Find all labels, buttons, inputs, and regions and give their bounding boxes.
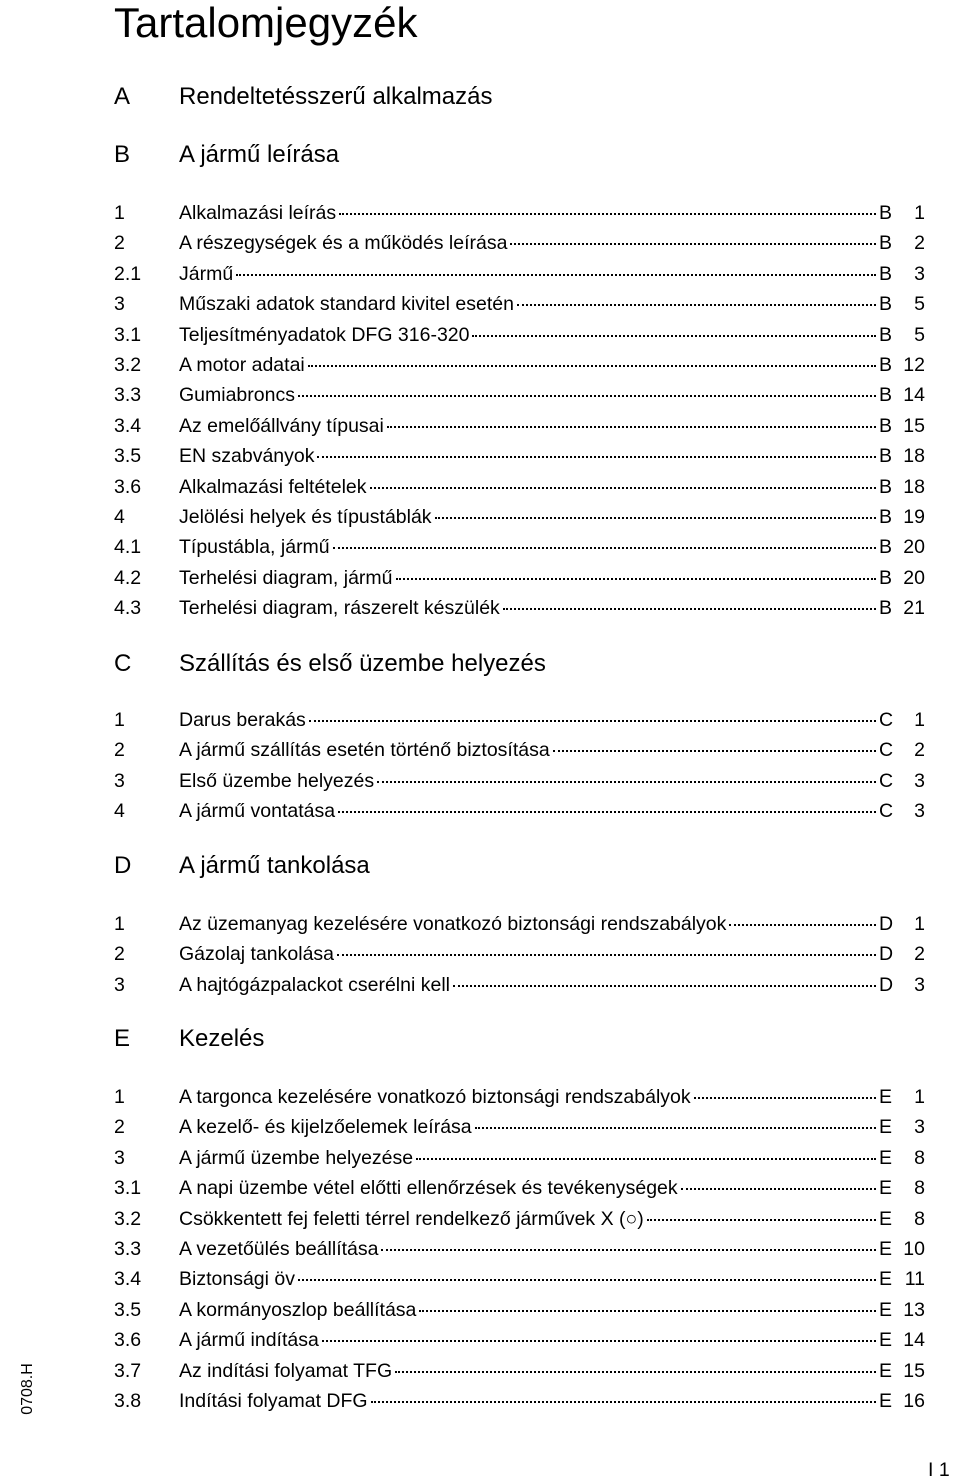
- page-title: Tartalomjegyzék: [114, 0, 418, 46]
- page-section-letter: C: [879, 739, 894, 762]
- toc-entry-page: [879, 1296, 925, 1324]
- section-heading: [0, 849, 960, 883]
- toc-entry-label: Jármű: [179, 262, 234, 285]
- dot-leader: [381, 1249, 876, 1251]
- toc-entry-label: A jármű indítása: [179, 1329, 319, 1352]
- dot-leader: [370, 487, 877, 489]
- dot-leader: [453, 985, 876, 987]
- toc-entry-number: 3.7: [114, 1359, 142, 1382]
- toc-entry-page: [879, 321, 925, 349]
- page-number-value: 20: [903, 566, 925, 589]
- toc-entry-label: Csökkentett fej feletti térrel rendelkező járművek X (○): [179, 1207, 644, 1230]
- toc-entry[interactable]: [0, 1205, 960, 1233]
- page-number-value: 1: [914, 913, 925, 935]
- page-section-letter: E: [879, 1298, 893, 1321]
- toc-entry-label: A kezelő- és kijelzőelemek leírása: [179, 1116, 472, 1139]
- section-title: Szállítás és első üzembe helyezés: [179, 650, 546, 677]
- toc-entry-label: Indítási folyamat DFG: [179, 1390, 368, 1412]
- page-number-value: 12: [903, 354, 925, 376]
- toc-entry-number: 3.2: [114, 354, 142, 376]
- dot-leader: [503, 608, 876, 610]
- dot-leader: [416, 1158, 876, 1160]
- dot-leader: [395, 1371, 876, 1373]
- toc-entry-number: 3.2: [114, 1207, 142, 1230]
- page-number-value: 3: [914, 769, 925, 792]
- toc-entry[interactable]: [0, 736, 960, 764]
- toc-entry-number: 2: [114, 943, 125, 966]
- page-number-value: 3: [914, 262, 925, 285]
- page-section-letter: B: [879, 262, 893, 285]
- page-number-value: 10: [903, 1238, 925, 1260]
- toc-entry-page: [879, 706, 925, 734]
- toc-entry[interactable]: [0, 1113, 960, 1141]
- dot-leader: [729, 924, 876, 926]
- section-letter: E: [114, 1025, 131, 1052]
- toc-entry[interactable]: [0, 533, 960, 561]
- toc-entry-label: A részegységek és a működés leírása: [179, 232, 508, 255]
- dot-leader: [472, 335, 876, 337]
- page-number-value: 5: [914, 323, 925, 346]
- dot-leader: [475, 1127, 876, 1129]
- toc-entry-number: 2: [114, 1116, 125, 1139]
- dot-leader: [298, 1279, 876, 1281]
- toc-entry[interactable]: [0, 412, 960, 440]
- dot-leader: [396, 578, 876, 580]
- toc-entry-page: [879, 797, 925, 825]
- page-number-value: 13: [903, 1298, 925, 1321]
- page-section-letter: B: [879, 202, 893, 224]
- toc-entry-number: 4.2: [114, 566, 142, 589]
- toc-entry[interactable]: [0, 1083, 960, 1111]
- toc-entry-page: [879, 442, 925, 470]
- toc-entry-label: Terhelési diagram, rászerelt készülék: [179, 597, 500, 620]
- toc-entry-label: Az indítási folyamat TFG: [179, 1359, 393, 1382]
- toc-entry-page: [879, 564, 925, 592]
- toc-entry-number: 3.3: [114, 384, 142, 407]
- toc-entry[interactable]: [0, 1326, 960, 1354]
- toc-entry-page: [879, 1174, 925, 1202]
- toc-entry-number: 3: [114, 293, 125, 316]
- toc-entry-number: 3.4: [114, 1268, 142, 1291]
- toc-entry[interactable]: [0, 1174, 960, 1202]
- toc-entry-number: 3.8: [114, 1390, 142, 1412]
- toc-entry-page: [879, 381, 925, 409]
- dot-leader: [339, 213, 876, 215]
- page-number-value: 18: [903, 445, 925, 468]
- page-section-letter: E: [879, 1390, 893, 1412]
- toc-entry-label: Jelölési helyek és típustáblák: [179, 506, 432, 528]
- dot-leader: [298, 395, 876, 397]
- toc-entry[interactable]: [0, 321, 960, 349]
- document-code: 0708.H: [19, 1363, 36, 1415]
- page-section-letter: E: [879, 1177, 893, 1200]
- toc-entry[interactable]: [0, 971, 960, 999]
- section-letter: B: [114, 141, 131, 168]
- toc-entry-number: 4.3: [114, 597, 142, 620]
- toc-entry-number: 2: [114, 232, 125, 255]
- toc-entry-number: 4: [114, 506, 125, 528]
- toc-entry-label: A vezetőülés beállítása: [179, 1238, 379, 1260]
- section-heading: [0, 80, 960, 114]
- toc-entry-number: 3: [114, 973, 125, 996]
- page-section-letter: B: [879, 323, 893, 346]
- section-letter: D: [114, 852, 132, 879]
- page-number-value: 2: [914, 739, 925, 762]
- toc-entry-page: [879, 351, 925, 379]
- toc-entry-page: [879, 199, 925, 227]
- toc-entry-label: A jármű vontatása: [179, 800, 336, 823]
- toc-entry-page: [879, 1387, 925, 1415]
- toc-entry-number: 1: [114, 1086, 125, 1108]
- page-number-value: 21: [903, 597, 925, 620]
- toc-entry-number: 4: [114, 800, 125, 823]
- toc-entry-number: 3: [114, 1146, 125, 1169]
- page-section-letter: C: [879, 800, 894, 823]
- toc-entry[interactable]: [0, 260, 960, 288]
- toc-entry-number: 2: [114, 739, 125, 762]
- page-number-value: 2: [914, 232, 925, 255]
- toc-entry-number: 3.1: [114, 323, 142, 346]
- toc-entry-label: A motor adatai: [179, 354, 305, 376]
- toc-entry[interactable]: [0, 910, 960, 938]
- toc-entry-page: [879, 1326, 925, 1354]
- page-number-value: 8: [914, 1207, 925, 1230]
- toc-entry-page: [879, 594, 925, 622]
- page-section-letter: B: [879, 414, 893, 437]
- dot-leader: [647, 1219, 876, 1221]
- toc-entry[interactable]: [0, 1387, 960, 1415]
- toc-entry-label: Alkalmazási leírás: [179, 202, 337, 224]
- toc-entry-number: 3.1: [114, 1177, 142, 1200]
- dot-leader: [371, 1401, 876, 1403]
- toc-entry[interactable]: [0, 503, 960, 531]
- toc-entry-label: Első üzembe helyezés: [179, 769, 375, 792]
- page-section-letter: E: [879, 1207, 893, 1230]
- page-section-letter: D: [879, 973, 894, 996]
- section-title: Kezelés: [179, 1025, 265, 1052]
- dot-leader: [387, 426, 876, 428]
- page-number-value: 14: [903, 384, 925, 407]
- toc-entry-number: 2.1: [114, 262, 142, 285]
- dot-leader: [333, 547, 876, 549]
- page-section-letter: B: [879, 475, 893, 498]
- toc-entry-page: [879, 290, 925, 318]
- page-number-value: 3: [914, 800, 925, 823]
- toc-entry[interactable]: [0, 1235, 960, 1263]
- toc-entry-number: 4.1: [114, 536, 142, 559]
- section-heading: [0, 138, 960, 172]
- toc-entry-page: [879, 971, 925, 999]
- toc-entry-label: A hajtógázpalackot cserélni kell: [179, 973, 450, 996]
- toc-entry-label: Az emelőállvány típusai: [179, 414, 384, 437]
- dot-leader: [337, 954, 876, 956]
- toc-entry-page: [879, 533, 925, 561]
- toc-entry-number: 1: [114, 709, 125, 731]
- page-number-value: 19: [903, 506, 925, 528]
- toc-entry-page: [879, 940, 925, 968]
- toc-entry-label: A kormányoszlop beállítása: [179, 1298, 417, 1321]
- toc-entry-label: Az üzemanyag kezelésére vonatkozó biztonsági rendszabályok: [179, 913, 727, 935]
- toc-entry-label: Típustábla, jármű: [179, 536, 330, 559]
- dot-leader: [435, 517, 876, 519]
- toc-entry-label: A targonca kezelésére vonatkozó biztonsági rendszabályok: [179, 1086, 691, 1108]
- page-number-value: 11: [904, 1268, 925, 1291]
- page-number-value: 1: [914, 709, 925, 731]
- dot-leader: [309, 720, 876, 722]
- toc-entry[interactable]: [0, 594, 960, 622]
- toc-entry-label: Darus berakás: [179, 709, 306, 731]
- toc-entry-page: [879, 412, 925, 440]
- toc-entry-page: [879, 1113, 925, 1141]
- toc-entry-page: [879, 1205, 925, 1233]
- toc-entry-page: [879, 1357, 925, 1385]
- section-title: Rendeltetésszerű alkalmazás: [179, 83, 493, 110]
- page-section-letter: B: [879, 384, 893, 407]
- dot-leader: [553, 750, 876, 752]
- toc-entry-number: 3.5: [114, 445, 142, 468]
- page-number-value: 20: [903, 536, 925, 559]
- toc-entry-page: [879, 1235, 925, 1263]
- dot-leader: [236, 274, 876, 276]
- section-heading: [0, 647, 960, 681]
- page-number-value: 1: [914, 202, 925, 224]
- toc-entry[interactable]: [0, 797, 960, 825]
- page-section-letter: E: [879, 1329, 893, 1352]
- toc-entry[interactable]: [0, 1144, 960, 1172]
- page-section-letter: B: [879, 293, 893, 316]
- toc-entry-number: 3.4: [114, 414, 142, 437]
- page-section-letter: E: [879, 1146, 893, 1169]
- toc-entry[interactable]: [0, 767, 960, 795]
- toc-entry-number: 1: [114, 913, 125, 935]
- toc-entry[interactable]: [0, 351, 960, 379]
- toc-entry[interactable]: [0, 940, 960, 968]
- toc-entry-page: [879, 503, 925, 531]
- dot-leader: [322, 1340, 876, 1342]
- toc-entry-label: A jármű szállítás esetén történő biztosítása: [179, 739, 550, 762]
- dot-leader: [694, 1097, 876, 1099]
- page-section-letter: E: [879, 1116, 893, 1139]
- toc-entry-label: EN szabványok: [179, 445, 315, 468]
- section-letter: A: [114, 83, 131, 110]
- section-title: A jármű leírása: [179, 141, 340, 168]
- page-section-letter: B: [879, 445, 893, 468]
- toc-entry-page: [879, 1144, 925, 1172]
- dot-leader: [317, 456, 876, 458]
- toc-entry-page: [879, 767, 925, 795]
- page-section-letter: C: [879, 709, 894, 731]
- page-number-value: 3: [914, 1116, 925, 1139]
- toc-entry-number: 1: [114, 202, 125, 224]
- toc-entry-page: [879, 260, 925, 288]
- page-section-letter: D: [879, 943, 894, 966]
- page-number-value: 8: [914, 1146, 925, 1169]
- toc-entry[interactable]: [0, 1357, 960, 1385]
- toc-entry-page: [879, 1265, 925, 1293]
- dot-leader: [308, 365, 876, 367]
- toc-entry[interactable]: [0, 381, 960, 409]
- dot-leader: [681, 1188, 876, 1190]
- page-number-value: 18: [903, 475, 925, 498]
- page-number-value: 3: [914, 973, 925, 996]
- toc-entry[interactable]: [0, 442, 960, 470]
- toc-entry-label: Teljesítményadatok DFG 316-320: [179, 323, 470, 346]
- page-number-value: 5: [914, 293, 925, 316]
- page-section-letter: B: [879, 232, 893, 255]
- page-section-letter: B: [879, 597, 893, 620]
- toc-entry[interactable]: [0, 706, 960, 734]
- toc-entry-label: Biztonsági öv: [179, 1268, 295, 1291]
- section-title: A jármű tankolása: [179, 852, 370, 879]
- toc-entry[interactable]: [0, 473, 960, 501]
- toc-entry-label: Gázolaj tankolása: [179, 943, 335, 966]
- toc-entry-number: 3: [114, 769, 125, 792]
- toc-entry[interactable]: [0, 564, 960, 592]
- section-letter: C: [114, 650, 132, 677]
- toc-entry[interactable]: [0, 199, 960, 227]
- toc-entry[interactable]: [0, 1296, 960, 1324]
- toc-entry-number: 3.6: [114, 1329, 142, 1352]
- toc-entry-page: [879, 1083, 925, 1111]
- page-number: I 1: [928, 1459, 950, 1481]
- toc-entry-label: A napi üzembe vétel előtti ellenőrzések és tevékenységek: [179, 1177, 678, 1200]
- page-section-letter: D: [879, 913, 894, 935]
- page-section-letter: B: [879, 506, 893, 528]
- dot-leader: [338, 811, 876, 813]
- page-section-letter: E: [879, 1238, 893, 1260]
- page-section-letter: B: [879, 354, 893, 376]
- page-section-letter: E: [879, 1268, 893, 1291]
- toc-entry-label: Alkalmazási feltételek: [179, 475, 367, 498]
- page-number-value: 15: [903, 414, 925, 437]
- dot-leader: [419, 1310, 876, 1312]
- toc-entry[interactable]: [0, 290, 960, 318]
- toc-entry-page: [879, 736, 925, 764]
- page-section-letter: C: [879, 769, 894, 792]
- page-number-value: 2: [914, 943, 925, 966]
- page-number-value: 15: [903, 1359, 925, 1382]
- section-heading: [0, 1022, 960, 1056]
- page-section-letter: E: [879, 1359, 893, 1382]
- toc-entry-page: [879, 229, 925, 257]
- toc-entry-page: [879, 910, 925, 938]
- toc-entry-number: 3.5: [114, 1298, 142, 1321]
- dot-leader: [517, 304, 876, 306]
- page-section-letter: E: [879, 1086, 893, 1108]
- page-number-value: 16: [903, 1390, 925, 1412]
- page-number-value: 8: [914, 1177, 925, 1200]
- toc-entry[interactable]: [0, 1265, 960, 1293]
- toc-entry-label: A jármű üzembe helyezése: [179, 1146, 414, 1169]
- page-number-value: 14: [903, 1329, 925, 1352]
- toc-entry-label: Gumiabroncs: [179, 384, 295, 407]
- dot-leader: [377, 781, 876, 783]
- toc-entry-label: Terhelési diagram, jármű: [179, 566, 393, 589]
- page-number-value: 1: [914, 1086, 925, 1108]
- page-section-letter: B: [879, 566, 893, 589]
- toc-entry-number: 3.3: [114, 1238, 142, 1260]
- toc-entry-label: Műszaki adatok standard kivitel esetén: [179, 293, 514, 316]
- dot-leader: [510, 243, 876, 245]
- toc-entry-number: 3.6: [114, 475, 142, 498]
- page-section-letter: B: [879, 536, 893, 559]
- toc-entry[interactable]: [0, 229, 960, 257]
- toc-entry-page: [879, 473, 925, 501]
